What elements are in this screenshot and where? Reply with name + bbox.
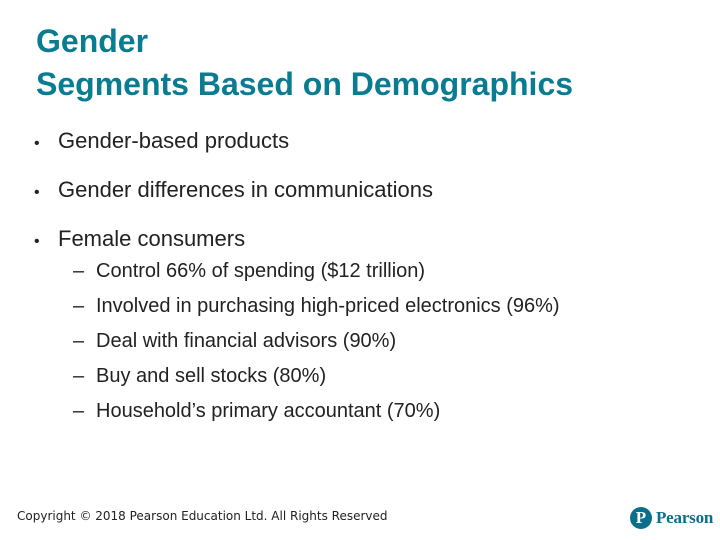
- sub-bullet-marker: –: [73, 260, 85, 282]
- logo-wordmark: Pearson: [656, 508, 714, 527]
- bullet-marker: •: [34, 233, 40, 250]
- bullet-text: Gender differences in communications: [58, 177, 434, 202]
- bullet-text: Gender-based products: [58, 128, 290, 153]
- sub-bullet-list: [73, 254, 560, 429]
- sub-bullet-text: Involved in purchasing high-priced electronics (96%): [96, 295, 560, 317]
- sub-bullet-text: Household’s primary accountant (70%): [96, 400, 441, 422]
- bullet-marker: •: [34, 135, 40, 152]
- slide-title: [36, 20, 573, 106]
- bullet-item: [34, 124, 433, 158]
- pearson-logo-icon: [630, 507, 652, 529]
- bullet-list: [34, 124, 433, 256]
- sub-bullet-item: [73, 289, 560, 324]
- bullet-marker: •: [34, 184, 40, 201]
- bullet-item: [34, 222, 433, 256]
- bullet-item: [34, 173, 433, 207]
- bullet-text: Female consumers: [58, 226, 246, 251]
- sub-bullet-marker: –: [73, 365, 85, 387]
- slide-title-line-2: Segments Based on Demographics: [36, 66, 574, 102]
- sub-bullet-marker: –: [73, 400, 85, 422]
- logo-mark-letter: P: [635, 508, 647, 527]
- sub-bullet-item: [73, 394, 560, 429]
- sub-bullet-item: [73, 324, 560, 359]
- copyright-footer: Copyright © 2018 Pearson Education Ltd. All Rights Reserved: [17, 509, 388, 523]
- sub-bullet-marker: –: [73, 295, 85, 317]
- sub-bullet-text: Buy and sell stocks (80%): [96, 365, 327, 387]
- sub-bullet-item: [73, 359, 560, 394]
- slide-title-line-1: Gender: [36, 23, 149, 59]
- sub-bullet-marker: –: [73, 330, 85, 352]
- sub-bullet-item: [73, 254, 560, 289]
- sub-bullet-text: Deal with financial advisors (90%): [96, 330, 397, 352]
- pearson-logo: [630, 506, 713, 530]
- sub-bullet-text: Control 66% of spending ($12 trillion): [96, 260, 426, 282]
